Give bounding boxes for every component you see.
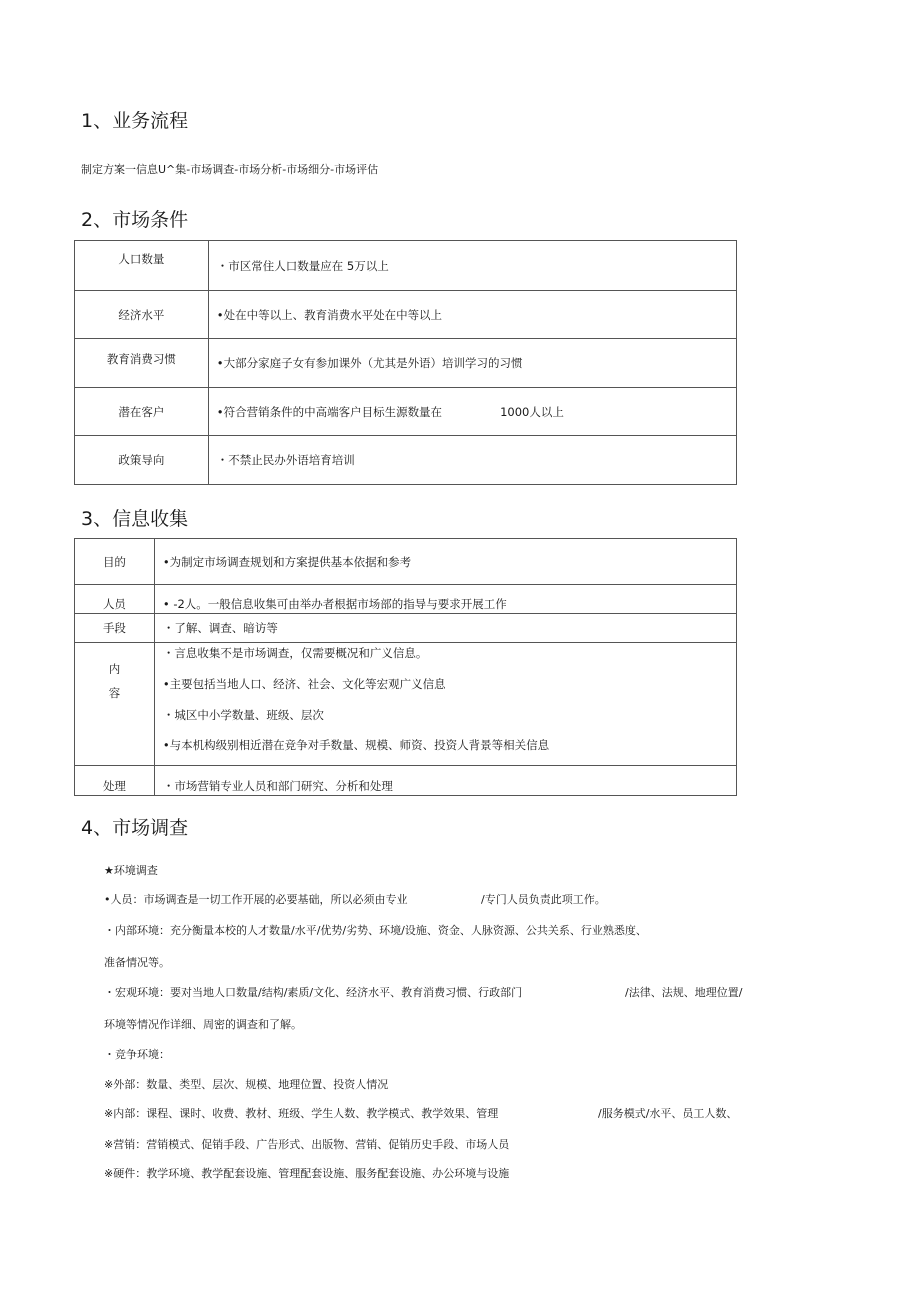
process-label: 处理 [75,766,155,796]
row-value [208,388,736,436]
table-row [75,766,737,796]
row-value: •处在中等以上、教育消费水平处在中等以上 [208,291,736,339]
table-row [75,241,737,291]
internal-env-line-2: 准备情况等。 [104,956,170,969]
purpose-value: •为制定市场调查规划和方案提供基本依据和参考 [154,539,736,585]
staff-text-b: /专门人员负责此项工作。 [481,893,606,906]
table-row [75,539,737,585]
table-row [75,291,737,339]
means-value: ・了解、调查、暗访等 [154,614,736,643]
business-flow-text: 制定方案一信息U^集-市场调查-市场分析-市场细分-市场评估 [81,163,379,176]
row-value: ・市区常住人口数量应在 5万以上 [208,241,736,291]
table-row [75,436,737,485]
row-value-text: •符合营销条件的中高端客户目标生源数量在 [216,404,443,419]
content-label [75,643,155,766]
section-2-title: 2、市场条件 [81,209,189,231]
section-3-title: 3、信息收集 [81,508,189,530]
table-row [75,643,737,766]
means-label: 手段 [75,614,155,643]
table-row [75,614,737,643]
staff-label: 人员 [75,585,155,614]
inner-text-b: /服务模式/水平、员工人数、 [598,1107,738,1120]
macro-env-text-b: /法律、法规、地理位置/ [625,986,743,999]
row-value: •大部分家庭子女有参加课外（尤其是外语）培训学习的习惯 [208,339,736,388]
market-conditions-table [74,240,737,485]
external-text: ※外部：数量、类型、层次、规模、地理位置、投资人情况 [104,1078,389,1091]
content-line: •与本机构级别相近潜在竞争对手数量、规模、师资、投资人背景等相关信息 [162,738,550,752]
row-value-number: 1000人以上 [500,404,564,419]
content-line: •主要包括当地人口、经济、社会、文化等宏观广义信息 [162,677,446,691]
row-label: 人口数量 [75,241,209,291]
row-label: 教育消费习惯 [75,339,209,388]
row-label: 经济水平 [75,291,209,339]
competition-env-title: ・竞争环境： [104,1048,170,1061]
purpose-label: 目的 [75,539,155,585]
content-label-char-1: 内 [108,662,121,676]
content-label-char-2: 容 [108,686,121,700]
row-label: 潜在客户 [75,388,209,436]
env-survey-title: ★环境调查 [104,864,158,877]
row-label: 政策导向 [75,436,209,485]
inner-text-a: ※内部：课程、课时、收费、教材、班级、学生人数、教学模式、教学效果、管理 [104,1107,499,1120]
marketing-text: ※营销：营销模式、促销手段、广告形式、出版物、营销、促销历史手段、市场人员 [104,1138,510,1151]
content-value [154,643,736,766]
section-4-title: 4、市场调查 [81,817,189,839]
macro-env-text-a: ・宏观环境：要对当地人口数量/结构/素质/文化、经济水平、教育消费习惯、行政部门 [104,986,523,999]
macro-env-line-2: 环境等情况作详细、周密的调查和了解。 [104,1018,302,1031]
table-row [75,388,737,436]
row-value: ・不禁止民办外语培育培训 [208,436,736,485]
table-row [75,339,737,388]
content-line: ・城区中小学数量、班级、层次 [162,708,324,722]
staff-text-a: •人员：市场调查是一切工作开展的必要基础，所以必须由专业 [104,893,408,906]
internal-env-line-1: ・内部环境：充分衡量本校的人才数量/水平/优势/劣势、环境/设施、资金、人脉资源、公共关系、行业熟悉度、 [104,924,647,937]
section-1-title: 1、业务流程 [81,110,189,132]
info-collection-table [74,538,737,796]
staff-value: • -2人。一般信息收集可由举办者根据市场部的指导与要求开展工作 [154,585,736,614]
table-row [75,585,737,614]
hardware-text: ※硬件：教学环境、教学配套设施、管理配套设施、服务配套设施、办公环境与设施 [104,1167,510,1180]
content-line: ・言息收集不是市场调查，仅需要概况和广义信息。 [162,646,428,660]
process-value: ・市场营销专业人员和部门研究、分析和处理 [154,766,736,796]
